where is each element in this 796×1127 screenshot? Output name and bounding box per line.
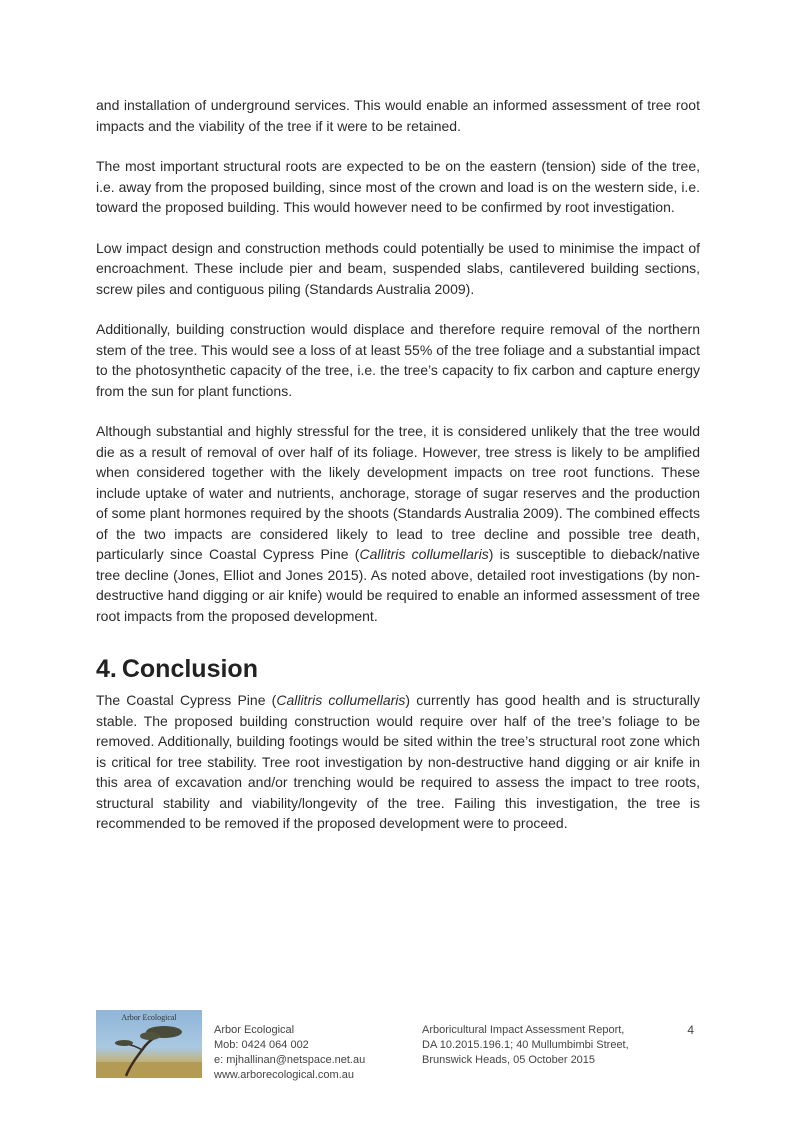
paragraph-2: The most important structural roots are expected to be on the eastern (tension) side of the tree, i.e. away from the proposed building, since most of the crown and load is on the western side, i.e. toward the proposed building. This would however need to be confirmed by root investigation. — [96, 158, 700, 215]
logo-text: Arbor Ecological — [121, 1013, 177, 1022]
report-line-1: Arboricultural Impact Assessment Report, — [422, 1024, 625, 1036]
section-number: 4. — [96, 655, 117, 683]
paragraph-5-text-b: ) is susceptible to dieback/native tree decline (Jones, Elliot and Jones 2015). As noted above, detailed root investigations (by non-destructive hand digging or air knife) would be required to enable an informed assessment of tree root impacts from the proposed development. — [96, 546, 700, 624]
company-logo — [96, 1010, 202, 1078]
conclusion-species-name: Callitris collumellaris — [276, 692, 406, 708]
document-body — [96, 95, 700, 854]
page-number: 4 — [687, 1023, 694, 1037]
paragraph-4: Additionally, building construction would displace and therefore require removal of the northern stem of the tree. This would see a loss of at least 55% of the tree foliage and a substantial impact to the photosynthetic capacity of the tree, i.e. the tree’s capacity to fix carbon and capture energy from the sun for plant functions. — [96, 321, 700, 399]
report-info — [422, 1023, 629, 1068]
company-name: Arbor Ecological — [214, 1024, 295, 1036]
paragraph-5 — [96, 421, 700, 626]
section-title: Conclusion — [121, 655, 258, 683]
mobile-number: Mob: 0424 064 002 — [214, 1039, 309, 1051]
website-link[interactable]: www.arborecological.com.au — [214, 1069, 355, 1081]
email-address[interactable]: e: mjhallinan@netspace.net.au — [214, 1054, 366, 1066]
section-heading — [96, 654, 700, 684]
contact-block — [214, 1023, 365, 1083]
report-line-3: Brunswick Heads, 05 October 2015 — [422, 1054, 596, 1066]
conclusion-text-b: ) currently has good health and is structurally stable. The proposed building construction would require over half of the tree’s foliage to be removed. Additionally, building footings would be sited within the tree’s structural root zone which is critical for tree stability. Tree root investigation by non-destructive hand digging or air knife in this area of excavation and/or trenching would be required to assess the impact to tree roots, structural stability and viability/longevity of the tree. Failing this investigation, the tree is recommended to be removed if the proposed development were to proceed. — [96, 692, 700, 831]
conclusion-text-a: The Coastal Cypress Pine ( — [96, 692, 277, 708]
conclusion-paragraph — [96, 690, 700, 834]
report-line-2: DA 10.2015.196.1; 40 Mullumbimbi Street, — [422, 1039, 629, 1051]
species-name: Callitris collumellaris — [359, 546, 489, 562]
paragraph-3: Low impact design and construction methods could potentially be used to minimise the impact of encroachment. These include pier and beam, suspended slabs, cantilevered building sections, screw piles and contiguous piling (Standards Australia 2009). — [96, 239, 700, 297]
paragraph-1: and installation of underground services. This would enable an informed assessment of tree root impacts and the viability of the tree if it were to be retained. — [96, 97, 700, 134]
page-footer — [96, 1010, 700, 1080]
paragraph-5-text-a: Although substantial and highly stressful for the tree, it is considered unlikely that the tree would die as a result of removal of over half of its foliage. However, tree stress is likely to be amplified when considered together with the likely development impacts on tree root functions. These include uptake of water and nutrients, anchorage, storage of sugar reserves and the production of some plant hormones required by the shoots (Standards Australia 2009). The combined effects of the two impacts are considered likely to lead to tree decline and possible tree death, particularly since Coastal Cypress Pine ( — [96, 423, 700, 562]
